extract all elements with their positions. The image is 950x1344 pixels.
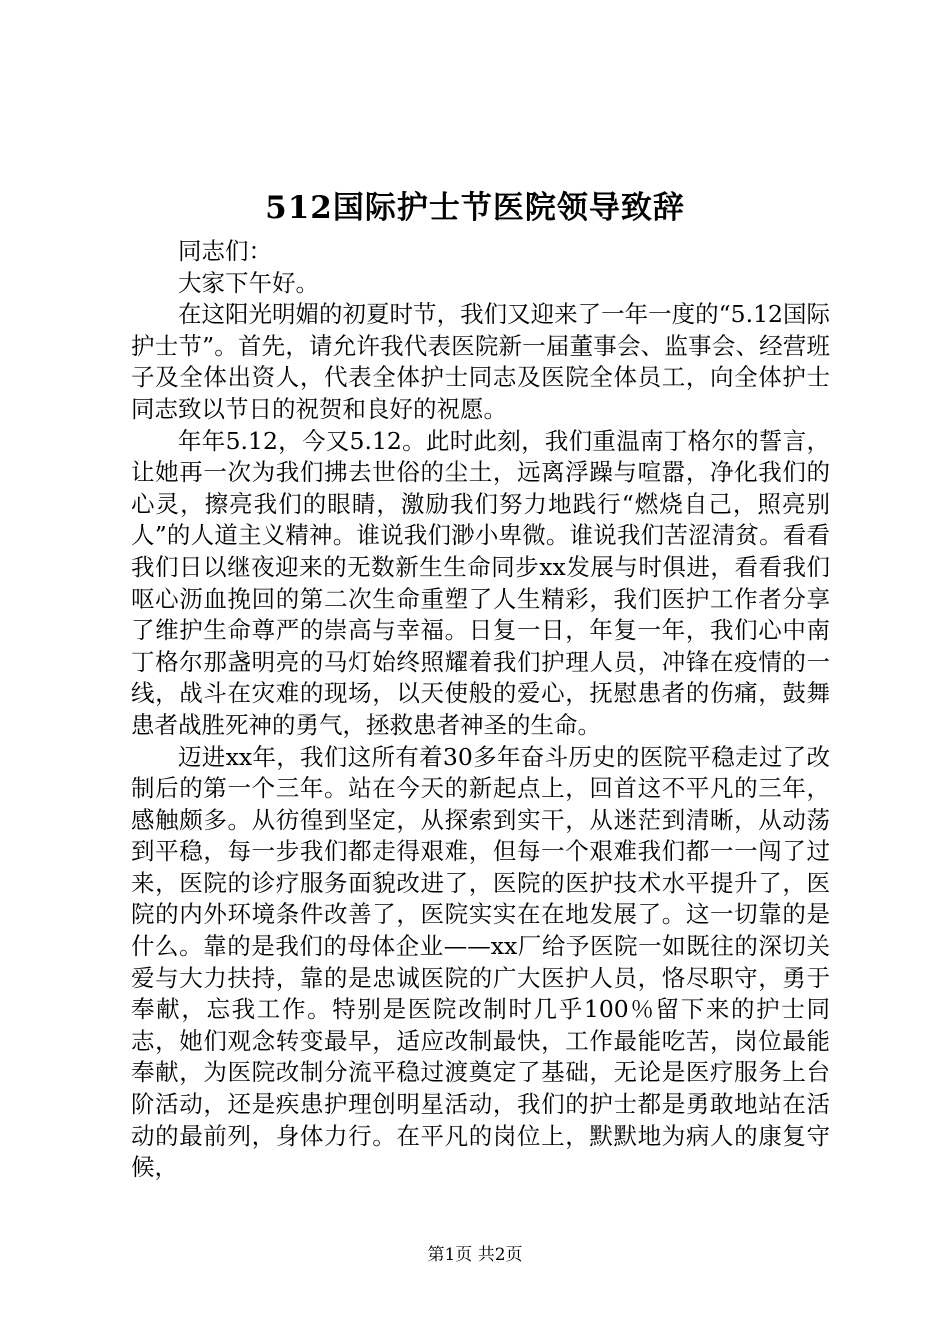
document-title: 512国际护士节医院领导致辞 xyxy=(265,190,685,226)
document-body xyxy=(131,236,830,1184)
paragraph-1: 在这阳光明媚的初夏时节，我们又迎来了一年一度的“5.12国际护士节”。首先，请允许我代表医院新一届董事会、监事会、经营班子及全体出资人，代表全体护士同志及医院全体员工，向全体护士同志致以节日的祝贺和良好的祝愿。 xyxy=(131,300,830,423)
paragraph-2: 年年5.12，今又5.12。此时此刻，我们重温南丁格尔的誓言，让她再一次为我们拂去世俗的尘土，远离浮躁与喧嚣，净化我们的心灵，擦亮我们的眼睛，激励我们努力地践行“燃烧自己，照亮别人”的人道主义精神。谁说我们渺小卑微。谁说我们苦涩清贫。看看我们日以继夜迎来的无数新生生命同步xx发展与时俱进，看看我们呕心沥血挽回的第二次生命重塑了人生精彩，我们医护工作者分享了维护生命尊严的崇高与幸福。日复一日，年复一年，我们心中南丁格尔那盏明亮的马灯始终照耀着我们护理人员，冲锋在疫情的一线，战斗在灾难的现场，以天使般的爱心，抚慰患者的伤痛，鼓舞患者战胜死神的勇气，拯救患者神圣的生命。 xyxy=(131,426,830,739)
salutation: 同志们： xyxy=(178,237,272,265)
greeting: 大家下午好。 xyxy=(178,268,319,297)
page-footer: 第1页 共2页 xyxy=(427,1245,523,1265)
paragraph-3: 迈进xx年，我们这所有着30多年奋斗历史的医院平稳走过了改制后的第一个三年。站在今天的新起点上，回首这不平凡的三年，感触颇多。从彷徨到坚定，从探索到实干，从迷茫到清晰，从动荡到平稳，每一步我们都走得艰难，但每一个艰难我们都一一闯了过来，医院的诊疗服务面貌改进了，医院的医护技术水平提升了，医院的内外环境条件改善了，医院实实在在地发展了。这一切靠的是什么。靠的是我们的母体企业——xx厂给予医院一如既往的深切关爱与大力扶持，靠的是忠诚医院的广大医护人员，恪尽职守，勇于奉献，忘我工作。特别是医院改制时几乎100％留下来的护士同志，她们观念转变最早，适应改制最快，工作最能吃苦，岗位最能奉献，为医院改制分流平稳过渡奠定了基础，无论是医疗服务上台阶活动，还是疾患护理创明星活动，我们的护士都是勇敢地站在活动的最前列，身体力行。在平凡的岗位上，默默地为病人的康复守候， xyxy=(131,742,830,1182)
